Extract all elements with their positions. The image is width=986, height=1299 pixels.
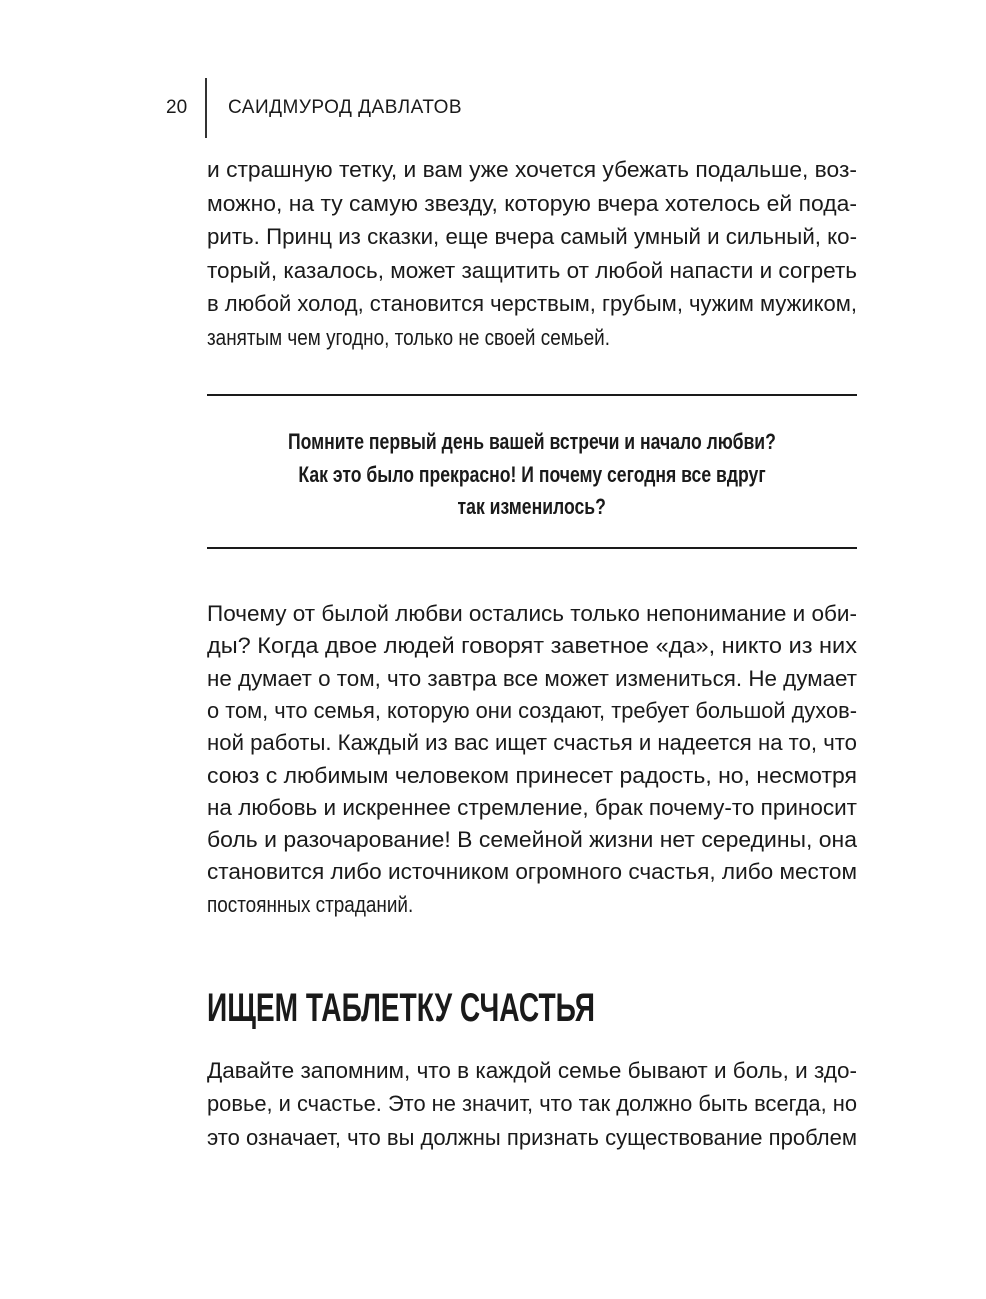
text-line: [207, 155, 857, 185]
section-heading: [207, 985, 759, 1031]
text-line: [207, 631, 857, 661]
text-line-content: в любой холод, становится черствым, грубым, чужим мужиком,: [207, 291, 857, 316]
text-line: [207, 492, 857, 522]
text-line: [207, 1123, 857, 1153]
text-line: [207, 793, 857, 823]
text-line-content: так изменилось?: [457, 494, 607, 519]
text-line-content: и страшную тетку, и вам уже хочется убежать подальше, воз-: [207, 157, 857, 182]
text-line: [207, 1089, 857, 1119]
text-line: [207, 460, 857, 490]
running-header-author: САИДМУРОД ДАВЛАТОВ: [228, 97, 463, 118]
text-line-content: Давайте запомним, что в каждой семье бывают и боль, и здо-: [207, 1058, 857, 1083]
text-line-content: занятым чем угодно, только не своей семьей.: [207, 324, 610, 350]
text-line: [207, 289, 857, 319]
text-line-content: можно, на ту самую звезду, которую вчера хотелось ей пода-: [207, 190, 857, 216]
text-line-content: рить. Принц из сказки, еще вчера самый умный и сильный, ко-: [207, 224, 857, 249]
text-line: [207, 1056, 857, 1086]
text-line: [207, 256, 857, 286]
text-line: [207, 323, 857, 353]
text-line-content: не думает о том, что завтра все может измениться. Не думает: [207, 665, 857, 691]
text-line: [207, 696, 857, 726]
text-line-content: ной работы. Каждый из вас ищет счастья и надеется на то, что: [207, 730, 858, 756]
text-line-content: торый, казалось, может защитить от любой напасти и согреть: [207, 257, 857, 283]
text-line: [207, 189, 857, 219]
text-line-content: на любовь и искреннее стремление, брак почему-то приносит: [207, 794, 857, 820]
text-line-content: постоянных страданий.: [207, 891, 414, 917]
callout-rule-bottom: [207, 547, 857, 549]
text-line: [207, 761, 857, 791]
text-line: [207, 728, 857, 758]
text-line: [207, 825, 857, 855]
section-heading-text: ИЩЕМ ТАБЛЕТКУ СЧАСТЬЯ: [207, 986, 595, 1030]
text-line: [207, 427, 857, 457]
text-line-content: союз с любимым человеком принесет радость, но, несмотря: [207, 762, 857, 788]
text-line: [207, 664, 857, 694]
text-line-content: это означает, что вы должны признать существование проблем: [207, 1124, 857, 1150]
text-line-content: Помните первый день вашей встречи и начало любви?: [288, 429, 776, 454]
text-line-content: ды? Когда двое людей говорят заветное «да», никто из них: [207, 633, 857, 659]
callout-rule-top: [207, 394, 857, 396]
page-number: 20: [166, 97, 188, 118]
text-line-content: становится либо источником огромного счастья, либо местом: [207, 859, 857, 885]
text-line-content: ровье, и счастье. Это не значит, что так должно быть всегда, но: [207, 1091, 857, 1117]
text-line: [207, 599, 857, 629]
text-line: [207, 857, 857, 887]
text-line: [207, 890, 857, 920]
text-line-content: Как это было прекрасно! И почему сегодня все вдруг: [298, 461, 766, 487]
text-line: [207, 222, 857, 252]
header-divider: [205, 78, 207, 138]
text-line-content: о том, что семья, которую они создают, требует большой духов-: [207, 697, 857, 723]
text-line-content: боль и разочарование! В семейной жизни нет середины, она: [207, 827, 857, 853]
text-line-content: Почему от былой любви остались только непонимание и оби-: [207, 601, 857, 626]
